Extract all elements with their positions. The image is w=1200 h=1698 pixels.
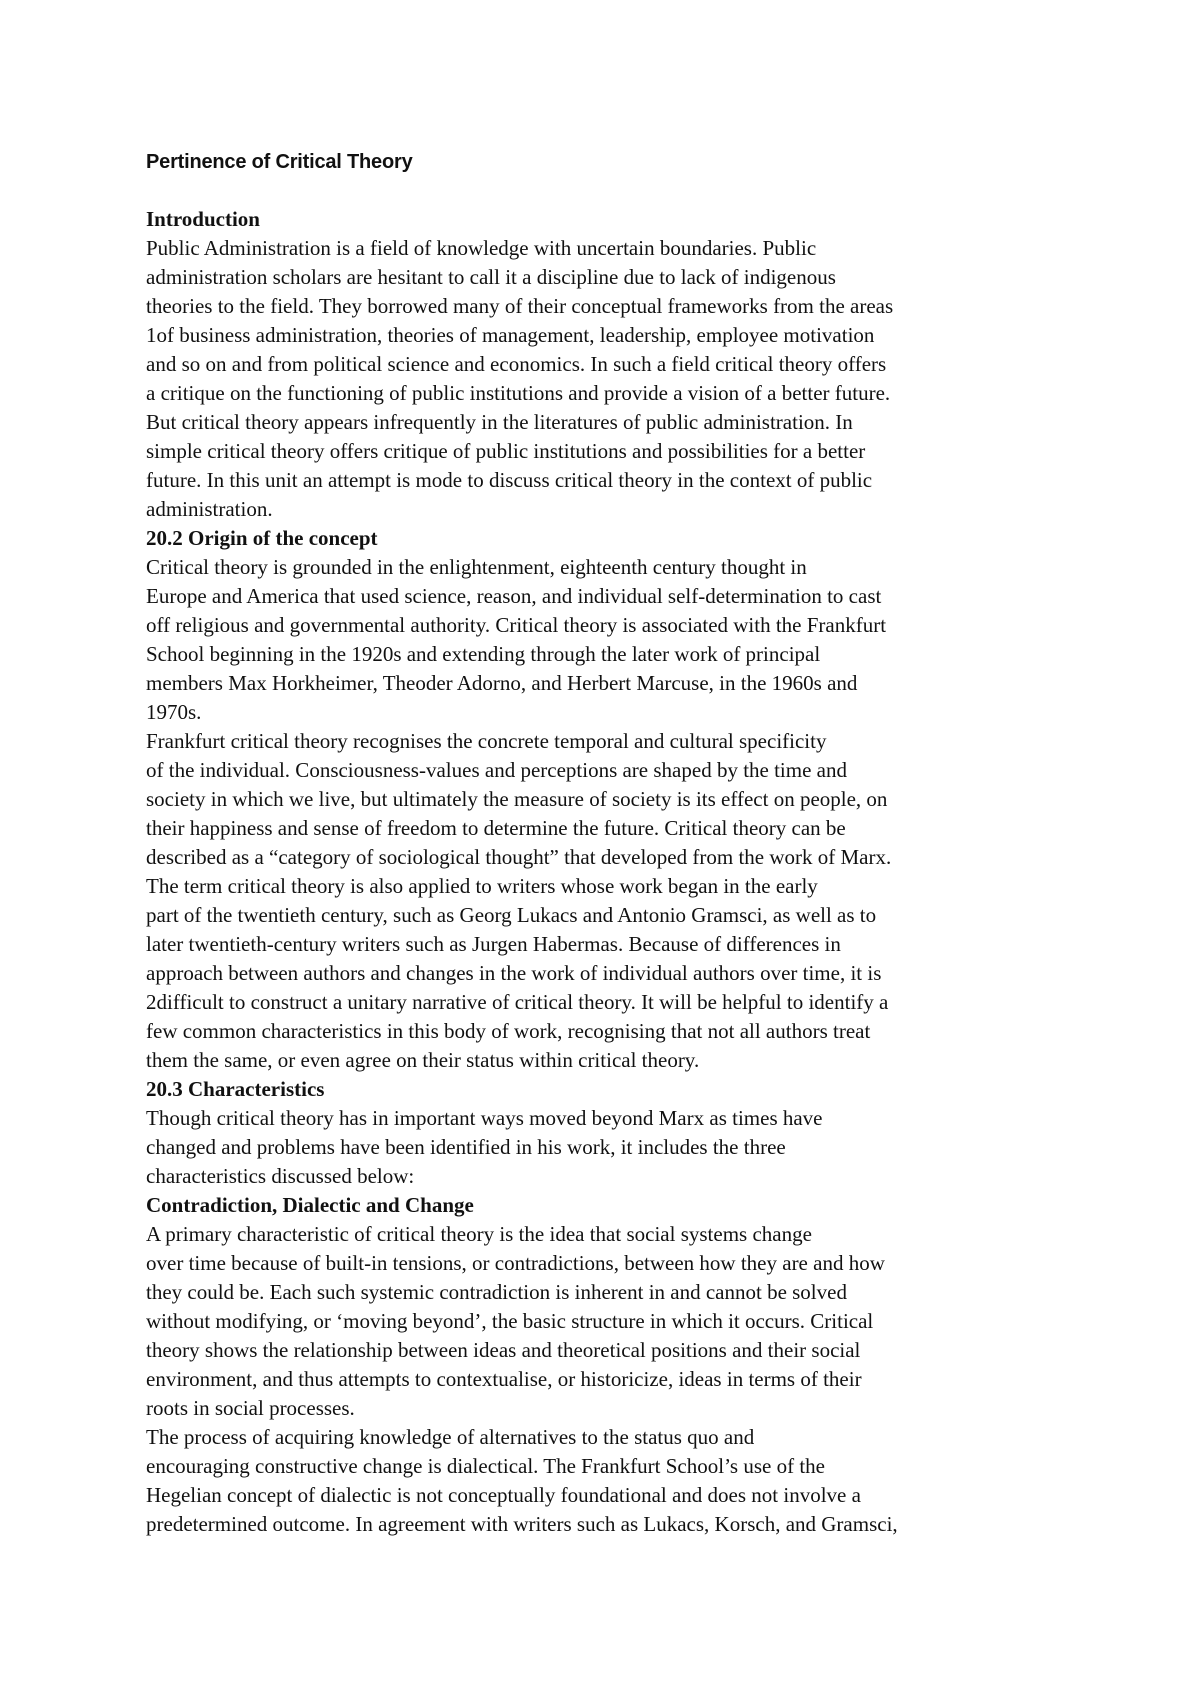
text-line: they could be. Each such systemic contradiction is inherent in and cannot be solved: [146, 1280, 847, 1304]
text-line: off religious and governmental authority. Critical theory is associated with the Frankfurt: [146, 613, 887, 637]
section-heading: 20.2 Origin of the concept: [146, 526, 378, 550]
paragraph: [146, 1220, 1066, 1423]
text-line: School beginning in the 1920s and extending through the later work of principal: [146, 642, 821, 666]
text-line: described as a “category of sociological thought” that developed from the work of Marx.: [146, 845, 892, 869]
text-line: approach between authors and changes in the work of individual authors over time, it is: [146, 961, 882, 985]
paragraph: [146, 727, 1066, 1075]
text-line: Europe and America that used science, reason, and individual self-determination to cast: [146, 584, 882, 608]
text-line: changed and problems have been identified in his work, it includes the three: [146, 1135, 786, 1159]
text-line: without modifying, or ‘moving beyond’, the basic structure in which it occurs. Critical: [146, 1309, 874, 1333]
text-line: The term critical theory is also applied to writers whose work began in the early: [146, 874, 818, 898]
text-line: characteristics discussed below:: [146, 1164, 415, 1188]
text-line: Public Administration is a field of knowledge with uncertain boundaries. Public: [146, 236, 817, 260]
paragraph: [146, 234, 1066, 524]
text-line: encouraging constructive change is dialectical. The Frankfurt School’s use of the: [146, 1454, 825, 1478]
text-line: administration.: [146, 497, 273, 521]
text-line: 1970s.: [146, 700, 202, 724]
text-line: a critique on the functioning of public institutions and provide a vision of a better future.: [146, 381, 891, 405]
text-line: But critical theory appears infrequently in the literatures of public administration. In: [146, 410, 853, 434]
paragraph: [146, 1104, 1066, 1191]
text-line: Hegelian concept of dialectic is not conceptually foundational and does not involve a: [146, 1483, 861, 1507]
text-line: theories to the field. They borrowed many of their conceptual frameworks from the areas: [146, 294, 894, 318]
text-line: of the individual. Consciousness-values and perceptions are shaped by the time and: [146, 758, 847, 782]
text-line: later twentieth-century writers such as Jurgen Habermas. Because of differences in: [146, 932, 841, 956]
text-line: future. In this unit an attempt is mode to discuss critical theory in the context of public: [146, 468, 873, 492]
text-line: A primary characteristic of critical theory is the idea that social systems change: [146, 1222, 812, 1246]
text-line: simple critical theory offers critique of public institutions and possibilities for a better: [146, 439, 866, 463]
text-line: environment, and thus attempts to contextualise, or historicize, ideas in terms of their: [146, 1367, 862, 1391]
text-line: their happiness and sense of freedom to determine the future. Critical theory can be: [146, 816, 846, 840]
section-heading: Contradiction, Dialectic and Change: [146, 1193, 474, 1217]
text-line: Though critical theory has in important ways moved beyond Marx as times have: [146, 1106, 823, 1130]
text-line: and so on and from political science and economics. In such a field critical theory offers: [146, 352, 887, 376]
text-line: over time because of built-in tensions, or contradictions, between how they are and how: [146, 1251, 885, 1275]
text-line: them the same, or even agree on their status within critical theory.: [146, 1048, 700, 1072]
document-title: Pertinence of Critical Theory: [146, 151, 413, 173]
text-line: Frankfurt critical theory recognises the concrete temporal and cultural specificity: [146, 729, 827, 753]
text-line: predetermined outcome. In agreement with writers such as Lukacs, Korsch, and Gramsci,: [146, 1512, 898, 1536]
section-heading: 20.3 Characteristics: [146, 1077, 325, 1101]
text-line: The process of acquiring knowledge of alternatives to the status quo and: [146, 1425, 755, 1449]
document-page: [146, 148, 1066, 1539]
text-line: theory shows the relationship between ideas and theoretical positions and their social: [146, 1338, 861, 1362]
paragraph: [146, 1423, 1066, 1539]
text-line: society in which we live, but ultimately the measure of society is its effect on people, on: [146, 787, 888, 811]
text-line: members Max Horkheimer, Theoder Adorno, and Herbert Marcuse, in the 1960s and: [146, 671, 858, 695]
paragraph: [146, 553, 1066, 727]
text-line: 1of business administration, theories of management, leadership, employee motivation: [146, 323, 875, 347]
text-line: 2difficult to construct a unitary narrative of critical theory. It will be helpful to identify a: [146, 990, 889, 1014]
text-line: part of the twentieth century, such as Georg Lukacs and Antonio Gramsci, as well as to: [146, 903, 877, 927]
section-heading: Introduction: [146, 207, 260, 231]
document-body: [146, 205, 1066, 1539]
text-line: roots in social processes.: [146, 1396, 355, 1420]
text-line: administration scholars are hesitant to call it a discipline due to lack of indigenous: [146, 265, 836, 289]
text-line: Critical theory is grounded in the enlightenment, eighteenth century thought in: [146, 555, 807, 579]
text-line: few common characteristics in this body of work, recognising that not all authors treat: [146, 1019, 871, 1043]
